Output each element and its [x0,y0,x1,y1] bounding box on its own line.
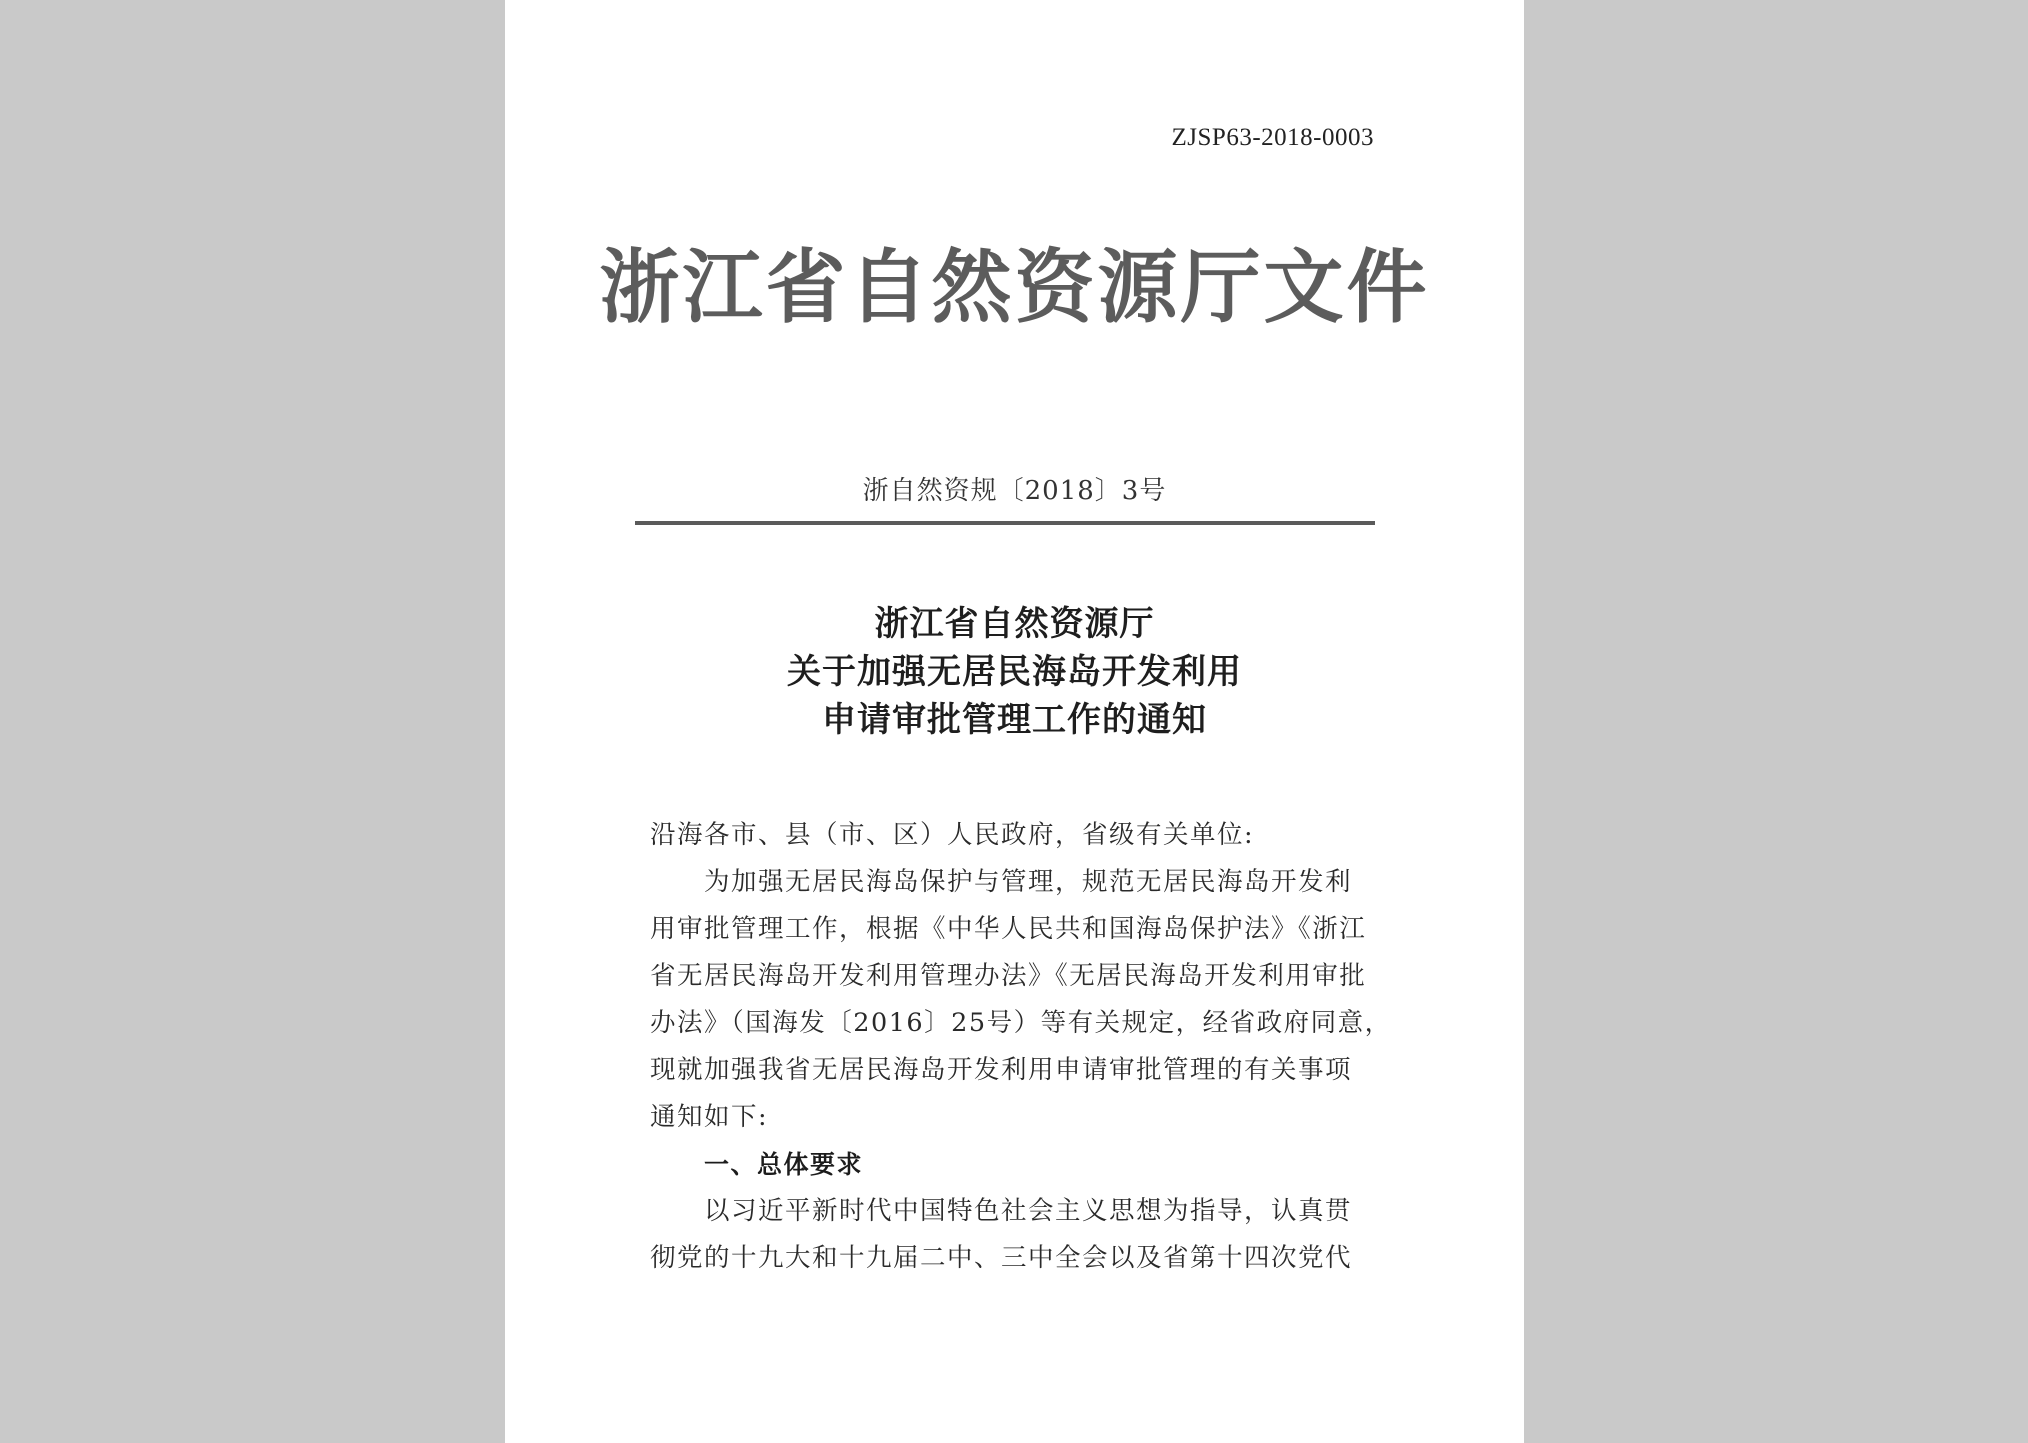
body-line: 通知如下: [650,1102,769,1132]
header-divider-rule [635,521,1375,525]
salutation: 沿海各市、县（市、区）人民政府，省级有关单位: [650,820,1255,850]
document-page [505,0,1524,1443]
notice-title-line: 申请审批管理工作的通知 [822,700,1207,740]
body-line: 以习近平新时代中国特色社会主义思想为指导，认真贯 [704,1196,1353,1226]
body-line: 现就加强我省无居民海岛开发利用申请审批管理的有关事项 [650,1055,1353,1085]
body-line: 用审批管理工作，根据《中华人民共和国海岛保护法》《浙江 [650,914,1367,944]
notice-body [650,812,1392,1282]
notice-title [505,600,1524,744]
section-heading: 一、总体要求 [704,1150,864,1179]
body-line: 办法》（国海发〔2016〕25号）等有关规定，经省政府同意， [650,1008,1392,1038]
document-code: ZJSP63-2018-0003 [1171,124,1374,151]
body-line: 省无居民海岛开发利用管理办法》《无居民海岛开发利用审批 [650,961,1367,991]
body-line: 为加强无居民海岛保护与管理，规范无居民海岛开发利 [704,867,1353,897]
issuing-authority-header: 浙江省自然资源厅文件 [599,241,1430,334]
notice-title-line: 浙江省自然资源厅 [874,604,1155,644]
notice-title-line: 关于加强无居民海岛开发利用 [787,652,1242,692]
document-number: 浙自然资规〔2018〕3号 [862,476,1167,506]
body-line: 彻党的十九大和十九届二中、三中全会以及省第十四次党代 [650,1243,1353,1273]
